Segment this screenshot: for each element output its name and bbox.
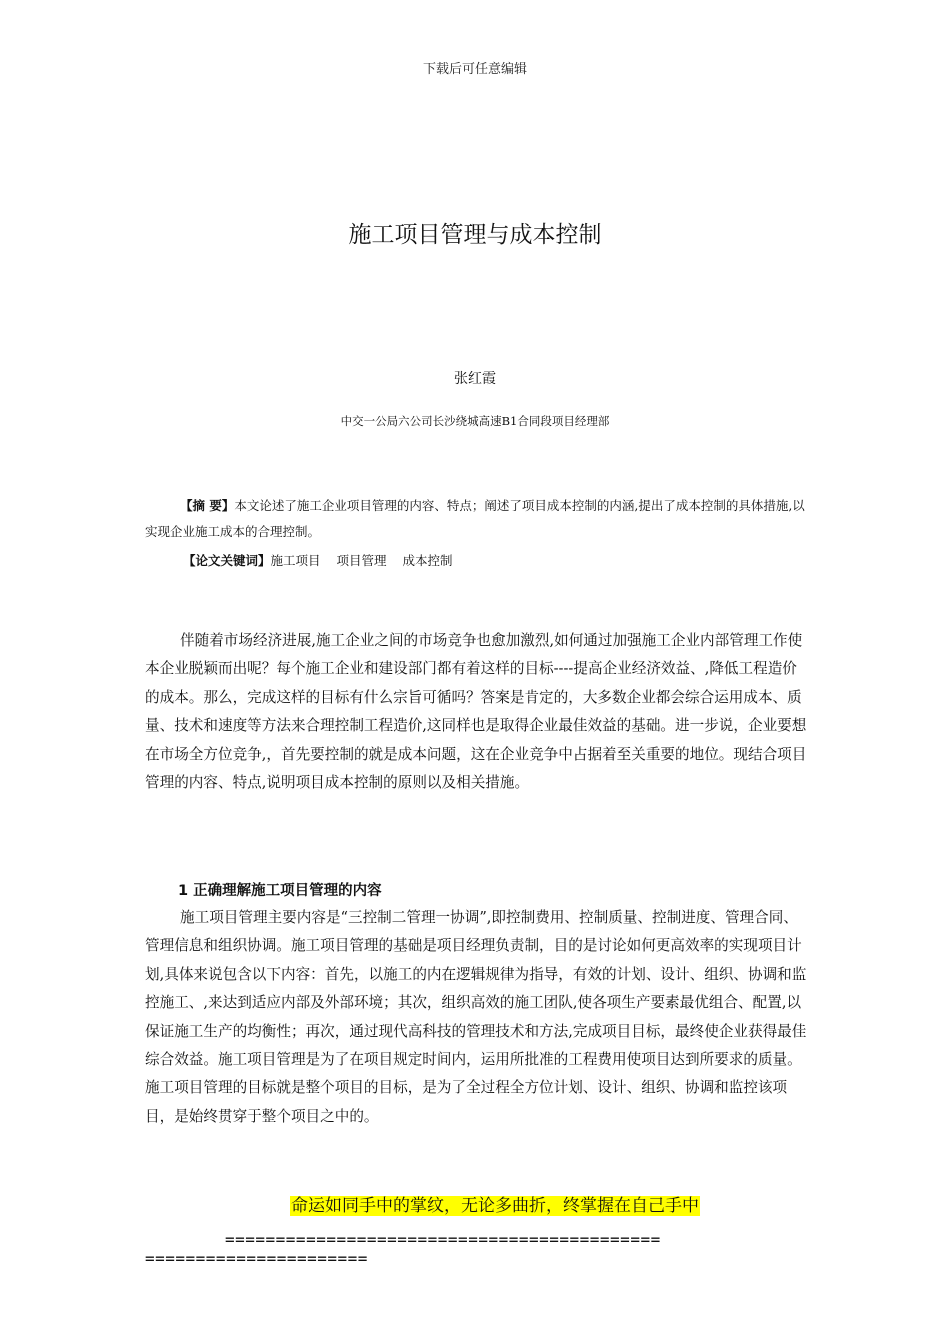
section-heading: 1 正确理解施工项目管理的内容	[178, 883, 382, 899]
article-title: 施工项目管理与成本控制	[348, 222, 602, 248]
author-name: 张红霞	[454, 371, 496, 387]
keyword-item: 成本控制	[402, 553, 453, 568]
keywords	[183, 549, 813, 573]
intro-paragraph: 伴随着市场经济进展,施工企业之间的市场竞争也愈加激烈,如何通过加强施工企业内部管理工作使本企业脱颖而出呢？每个施工企业和建设部门都有着这样的目标----提高企业经济效益、,降低工程造价的成本。那么，完成这样的目标有什么宗旨可循吗？答案是肯定的，大多数企业都会综合运用成本、质量、技术和速度等方法来合理控制工程造价,这同样也是取得企业最佳效益的基础。进一步说，企业要想在市场全方位竞争,，首先要控制的就是成本问题，这在企业竞争中占据着至关重要的地位。现结合项目管理的内容、特点,说明项目成本控制的原则以及相关措施。	[145, 632, 807, 792]
separator-line: ===========================================	[225, 1230, 661, 1249]
abstract	[145, 493, 810, 545]
keyword-item: 项目管理	[336, 553, 387, 568]
page-header-note: 下载后可任意编辑	[422, 62, 527, 77]
section-paragraph: 施工项目管理主要内容是“三控制二管理一协调”,即控制费用、控制质量、控制进度、管理合同、管理信息和组织协调。施工项目管理的基础是项目经理负责制，目的是讨论如何更高效率的实现项目计划,具体来说包含以下内容：首先，以施工的内在逻辑规律为指导，有效的计划、设计、组织、协调和监控施工、,来达到适应内部及外部环境；其次，组织高效的施工团队,使各项生产要素最优组合、配置,以保证施工生产的均衡性；再次，通过现代高科技的管理技术和方法,完成项目目标，最终使企业获得最佳综合效益。施工项目管理是为了在项目规定时间内，运用所批准的工程费用使项目达到所要求的质量。施工项目管理的目标就是整个项目的目标，是为了全过程全方位计划、设计、组织、协调和监控该项目，是始终贯穿于整个项目之中的。	[145, 909, 807, 1125]
author-affiliation: 中交一公局六公司长沙绕城高速B1合同段项目经理部	[340, 414, 610, 428]
keyword-item: 施工项目	[270, 553, 321, 568]
abstract-text: 本文论述了施工企业项目管理的内容、特点；阐述了项目成本控制的内涵,提出了成本控制的具体措施,以实现企业施工成本的合理控制。	[145, 498, 805, 539]
highlighted-motto	[0, 1191, 950, 1216]
separator-line: ======================	[145, 1249, 368, 1268]
abstract-label: 【摘 要】	[180, 498, 235, 513]
motto-text: 命运如同手中的掌纹，无论多曲折，终掌握在自己手中	[291, 1196, 699, 1216]
keywords-label: 【论文关键词】	[183, 553, 271, 568]
